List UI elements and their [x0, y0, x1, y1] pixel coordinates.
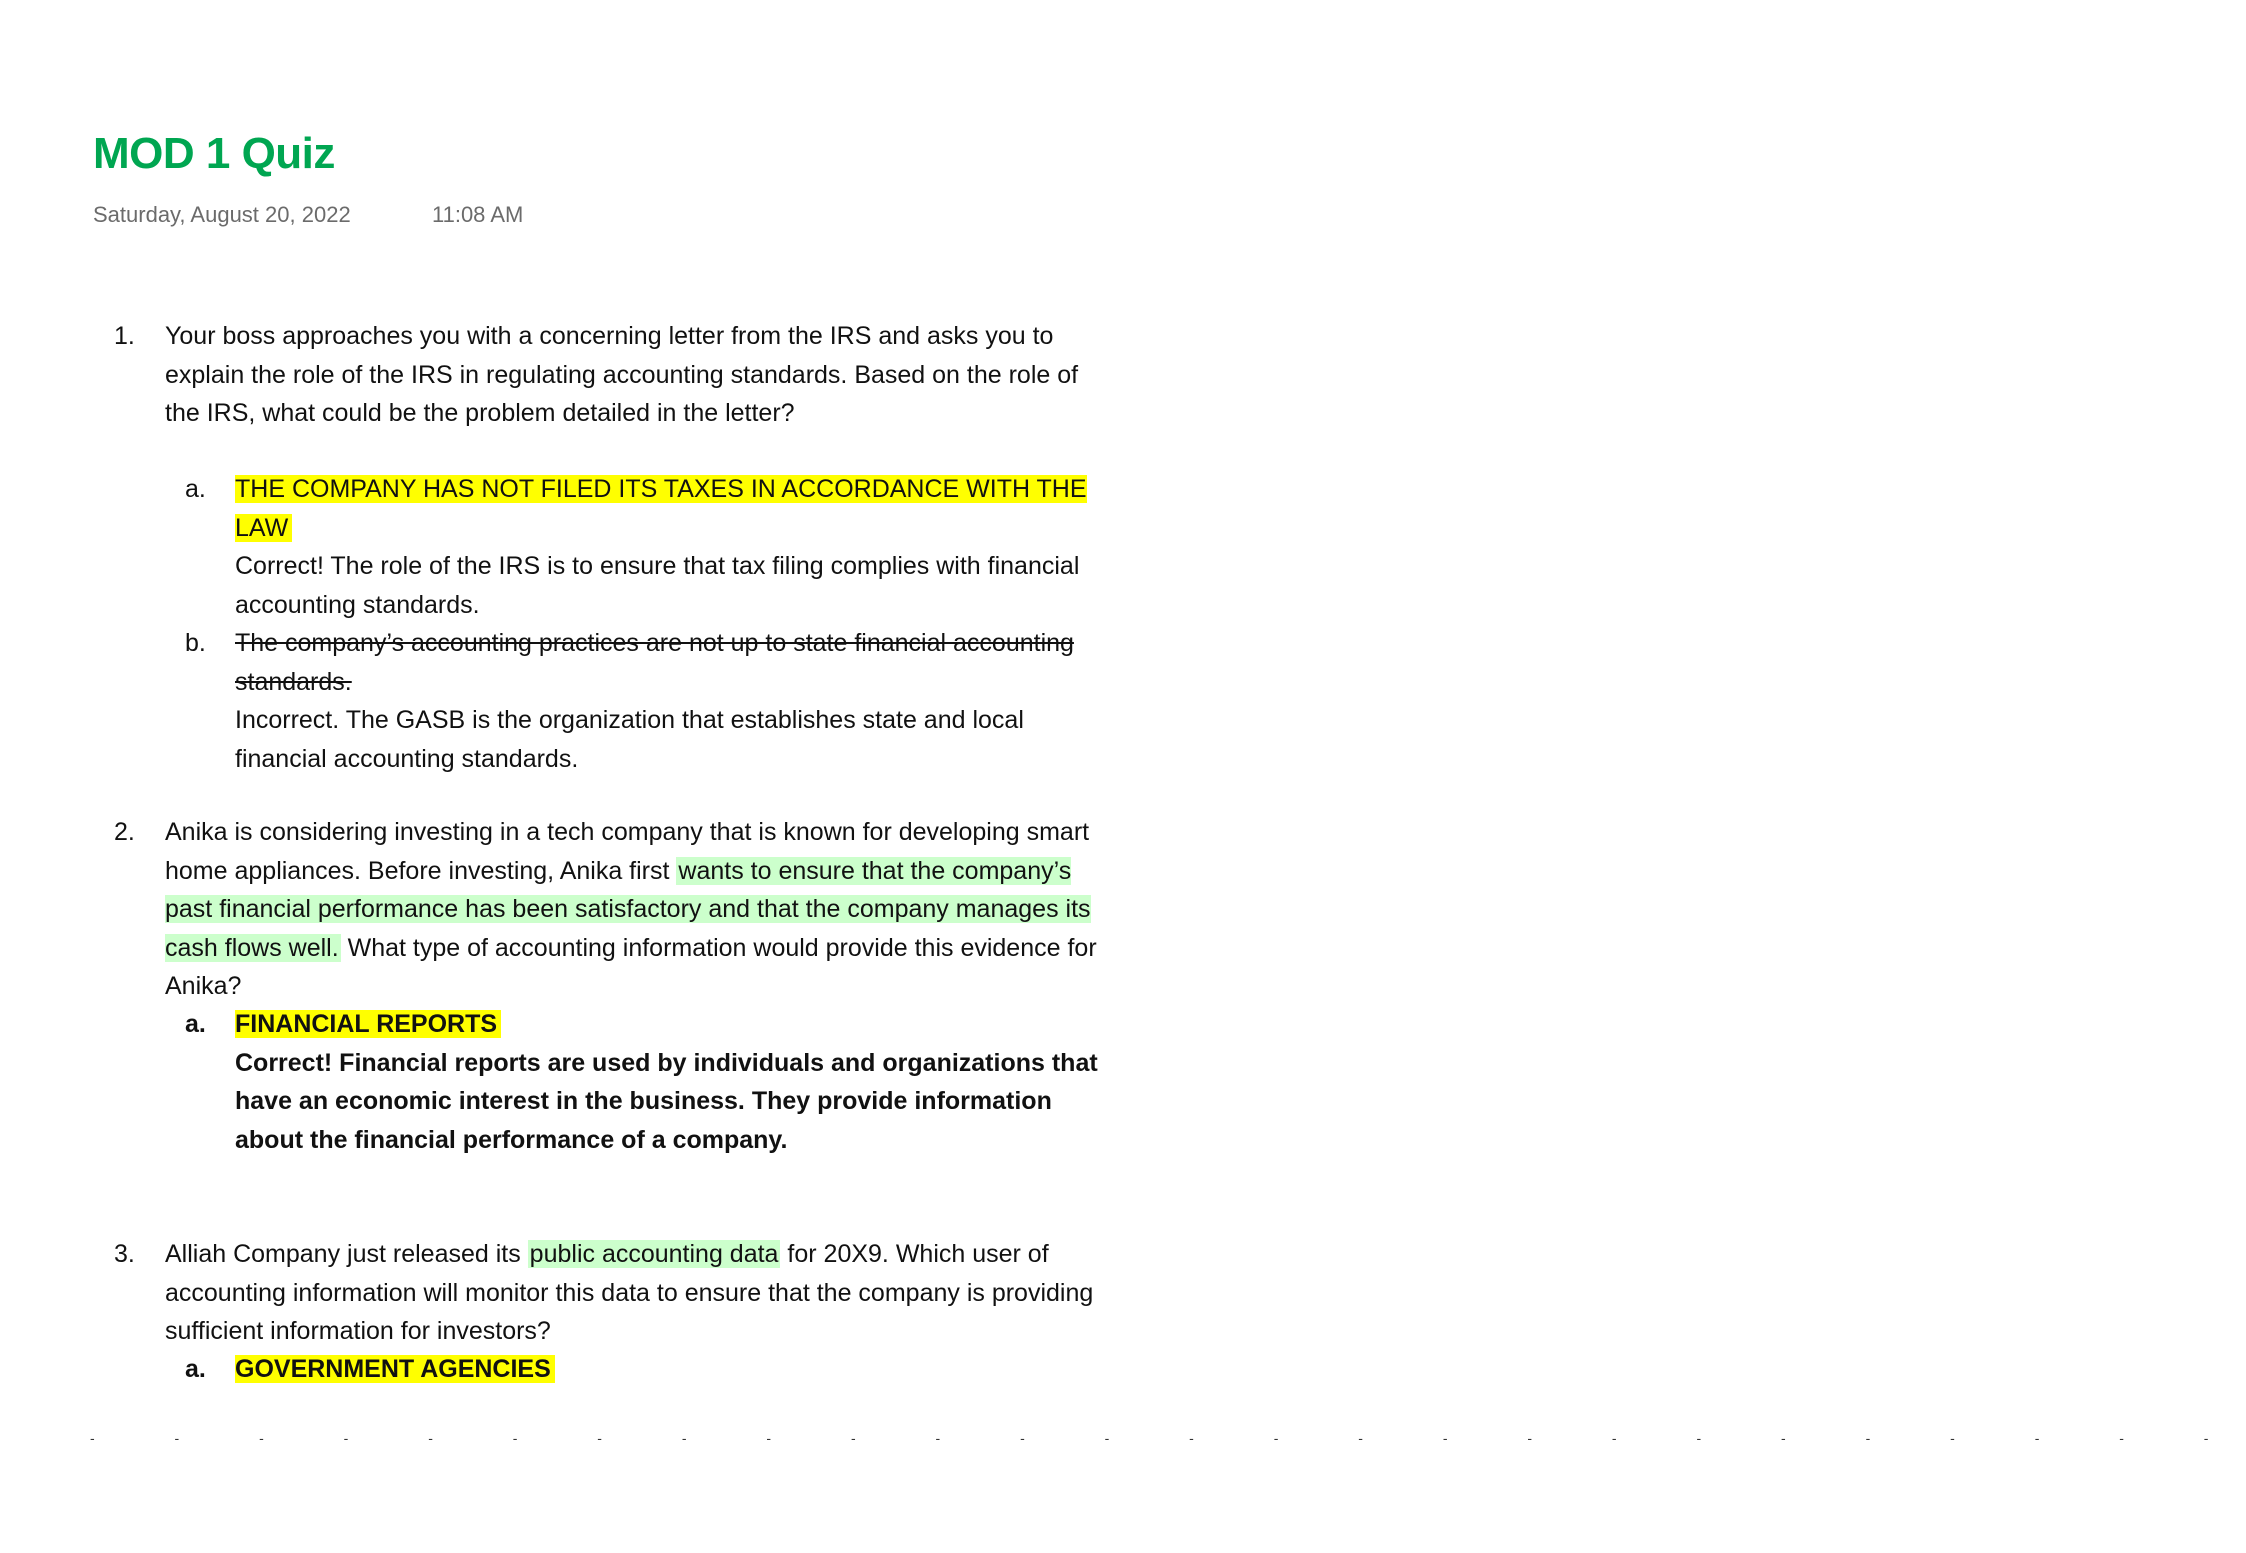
option-answer: THE COMPANY HAS NOT FILED ITS TAXES IN ACCORDANCE WITH THE LAW: [235, 475, 1087, 542]
option-answer-struck: The company’s accounting practices are not up to state financial accounting standards.: [235, 629, 1074, 696]
question-text-end: for 20X9. Which user of accounting information will monitor this data to ensure that the company is providing sufficient information for investors?: [165, 1240, 1094, 1345]
option-feedback: Incorrect. The GASB is the organization that establishes state and local financial accounting standards.: [235, 706, 1024, 773]
option-body: [235, 624, 1115, 778]
question-key-phrase: wants to ensure that the company’s past financial performance has been satisfactory and that the company manages its cash flows well.: [165, 856, 1091, 962]
option-letter: a.: [185, 475, 206, 503]
question-number: 3.: [114, 1240, 135, 1268]
page-metadata: [93, 202, 524, 228]
question-key-phrase: public accounting data: [529, 1240, 779, 1268]
question-number: 2.: [114, 818, 135, 846]
option-answer: GOVERNMENT AGENCIES: [235, 1355, 555, 1383]
question-text-end: What type of accounting information would provide this evidence for Anika?: [165, 933, 1097, 1000]
question-text: [165, 1235, 1110, 1351]
option-letter: a.: [185, 1010, 206, 1038]
option-feedback: Correct! The role of the IRS is to ensure that tax filing complies with financial accounting standards.: [235, 552, 1080, 619]
question-text: [165, 813, 1110, 1006]
option-letter: a.: [185, 1355, 206, 1383]
question-number: 1.: [114, 322, 135, 350]
option-body: [235, 470, 1115, 624]
page-cutoff-edge: - - - - - - - - - - - - - - - - - - - - - - - - - -: [90, 1430, 2246, 1446]
option-body: [235, 1005, 1115, 1159]
question-text-start: Anika is considering investing in a tech company that is known for developing smart home appliances. Before investing, Anika first: [165, 818, 1090, 885]
page-time: 11:08 AM: [432, 202, 524, 227]
question-text: Your boss approaches you with a concerning letter from the IRS and asks you to explain the role of the IRS in regulating accounting standards. Based on the role of the IRS, what could be the problem detailed in the letter?: [165, 322, 1079, 427]
option-feedback: Correct! Financial reports are used by individuals and organizations that have an economic interest in the business. They provide information about the financial performance of a company.: [235, 1048, 1098, 1154]
page-title: MOD 1 Quiz: [93, 129, 335, 178]
option-body: [235, 1350, 1115, 1389]
page-date: Saturday, August 20, 2022: [93, 202, 351, 227]
question-text-start: Alliah Company just released its: [165, 1240, 528, 1268]
option-letter: b.: [185, 629, 206, 657]
option-answer: FINANCIAL REPORTS: [235, 1010, 501, 1038]
